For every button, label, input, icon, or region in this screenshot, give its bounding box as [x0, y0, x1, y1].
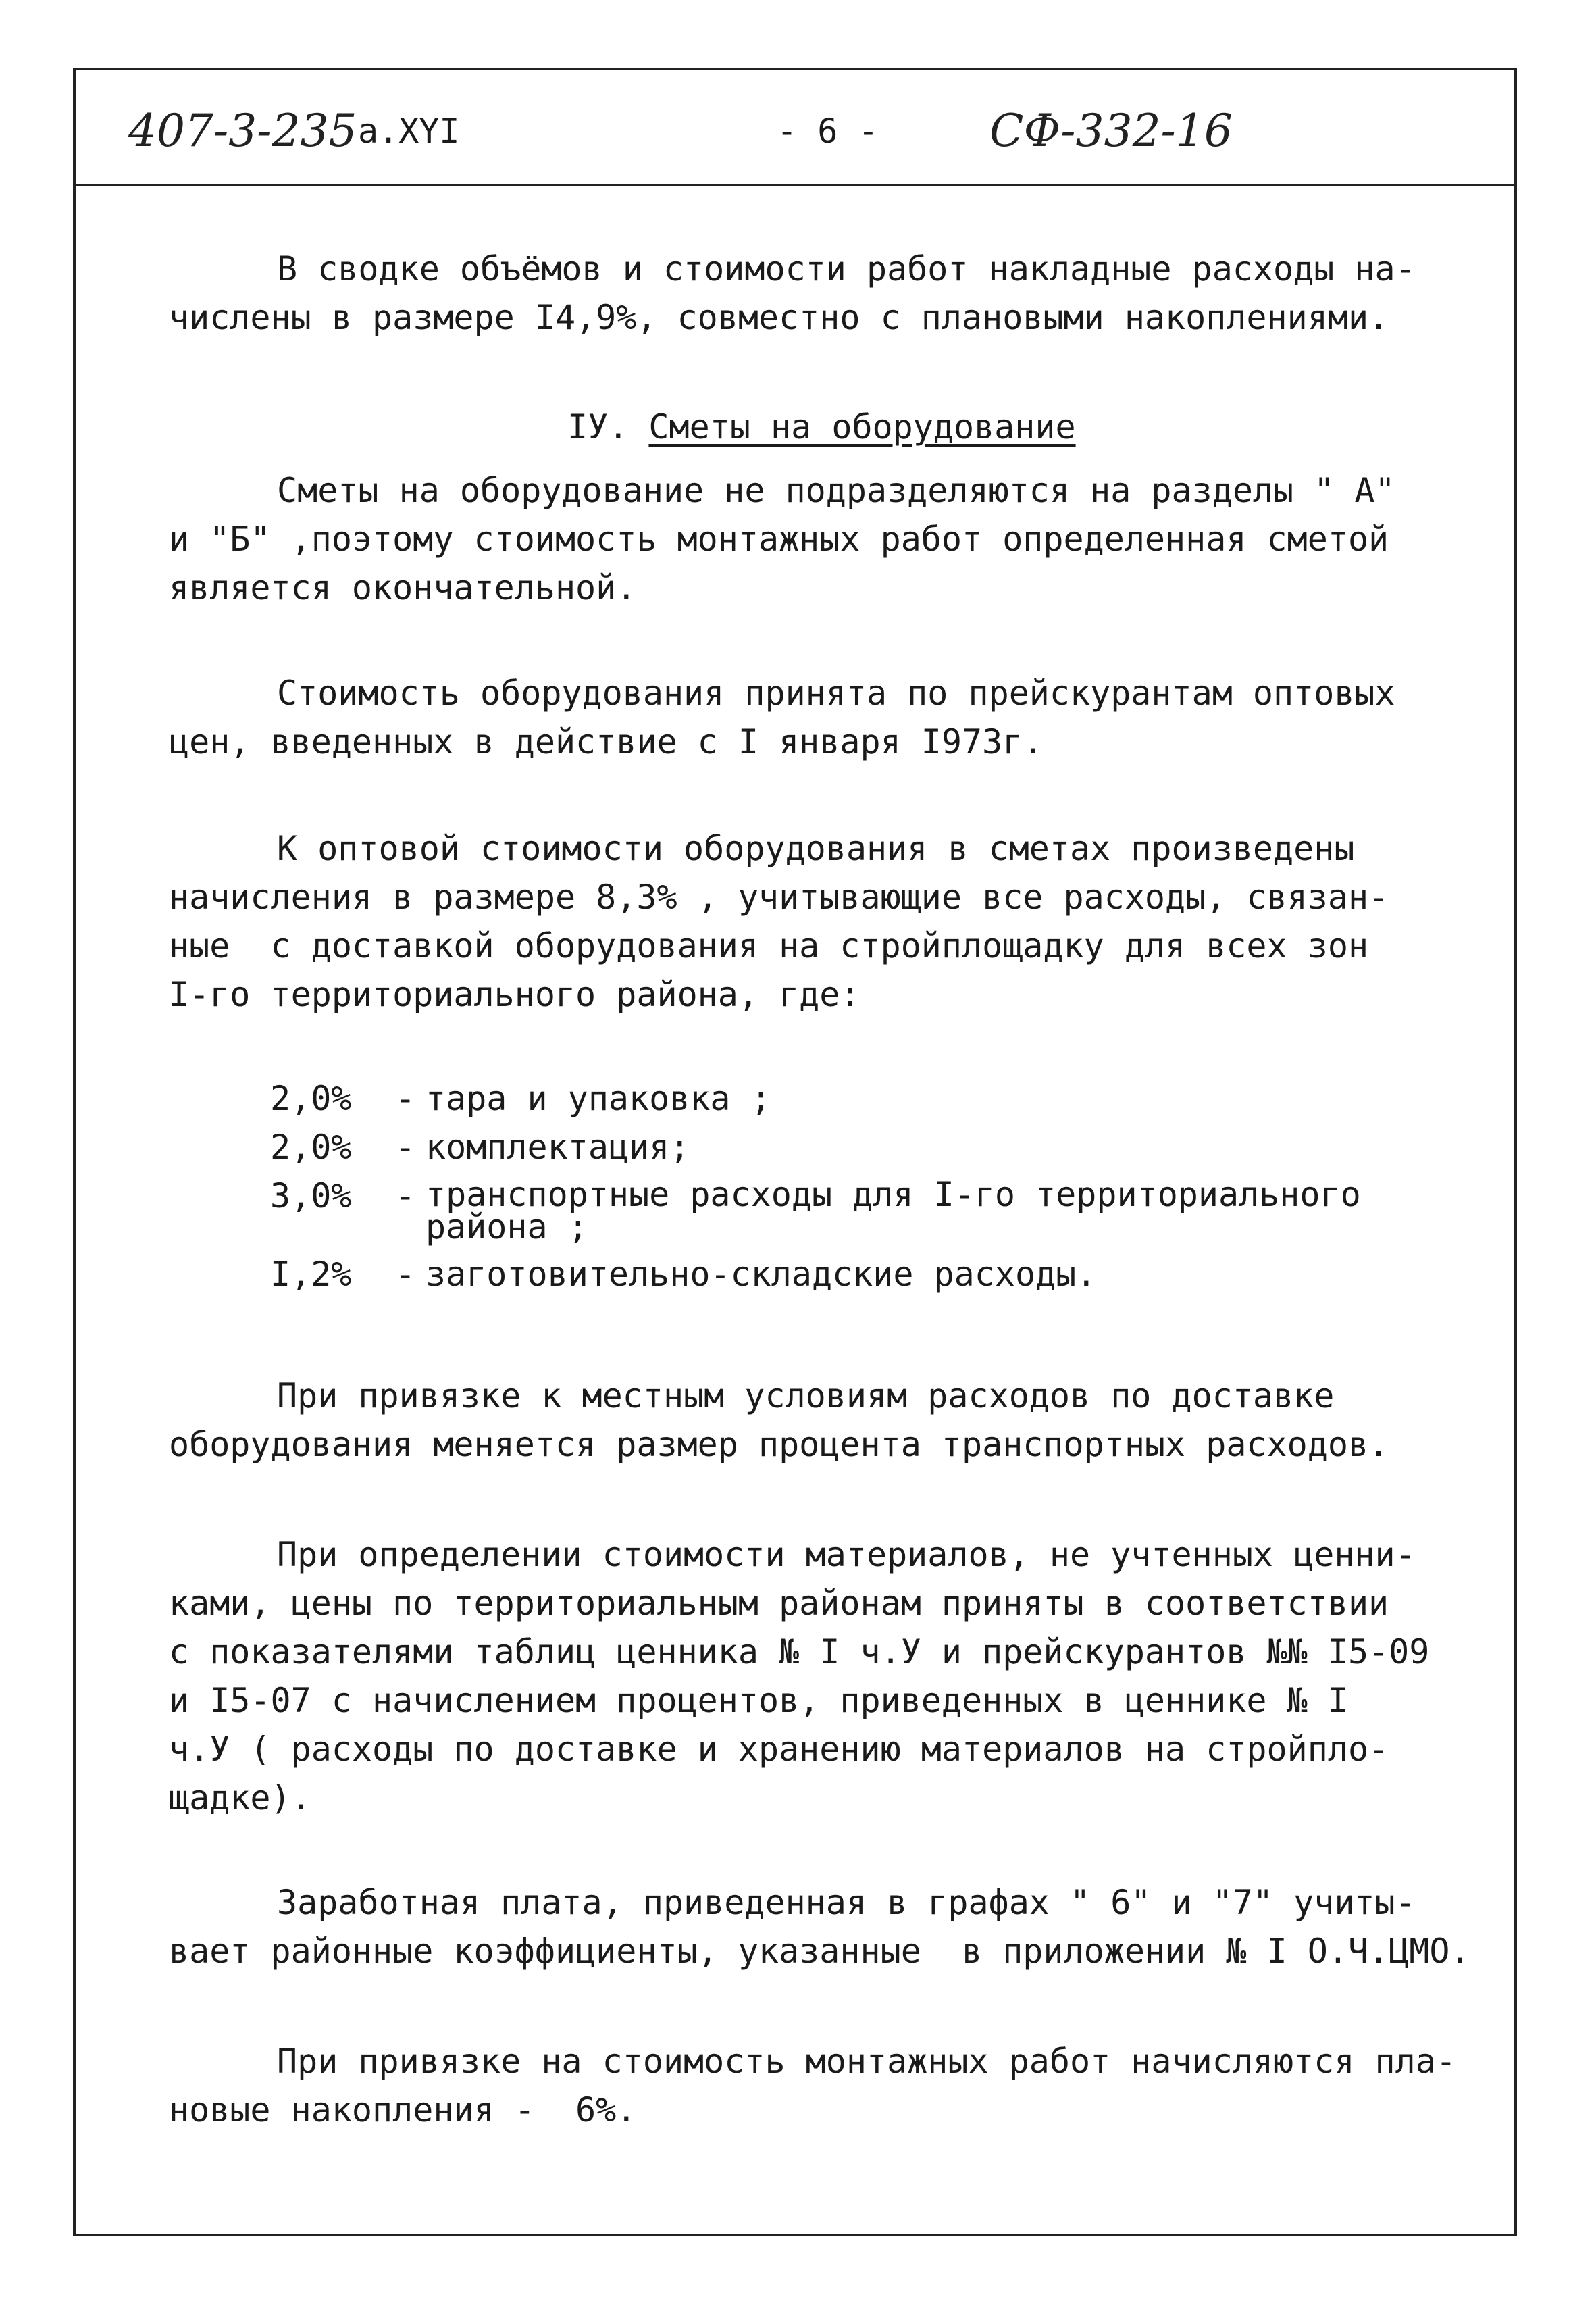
list-item-percent: 3,0% — [270, 1176, 352, 1215]
doc-code: 407-3-235 — [128, 105, 357, 157]
list-item-text: комплектация; — [426, 1128, 690, 1167]
section-heading — [567, 403, 1076, 451]
list-item-text: тара и упаковка ; — [426, 1079, 771, 1118]
paragraph-materials: При определении стоимости материалов, не учтенных ценни- ками, цены по территориальным районам приняты в соответствии с показателями таблиц ценника № I ч.У и прейскурантов №№ I5-09 и I5-07 с начислением процентов, приведенных в ценнике № I ч.У ( расходы по доставке и хранению материалов на стройпло- щадке). — [169, 1535, 1430, 1817]
header-divider — [73, 184, 1517, 186]
paragraph-transport: При привязке к местным условиям расходов по доставке оборудования меняется размер процента транспортных расходов. — [169, 1376, 1389, 1464]
paragraph-overheads: В сводке объёмов и стоимости работ накладные расходы на- числены в размере I4,9%, совместно с плановыми накоплениями. — [169, 249, 1416, 337]
paragraph-planned-savings: При привязке на стоимость монтажных работ начисляются пла- новые накопления - 6%. — [169, 2042, 1456, 2130]
list-item-percent: 2,0% — [270, 1079, 352, 1118]
album-part: а.XYI — [358, 111, 460, 151]
list-item-text: транспортные расходы для I-го территориального района ; — [426, 1175, 1361, 1247]
page-number: - 6 - — [777, 111, 879, 151]
section-number: IУ. — [567, 407, 629, 447]
list-item — [270, 1172, 1499, 1250]
paragraph-equipment-cost: Стоимость оборудования принята по прейскурантам оптовых цен, введенных в действие с I января I973г. — [169, 674, 1395, 761]
list-item-dash: - — [394, 1255, 416, 1294]
list-item-dash: - — [394, 1079, 416, 1118]
list-item — [270, 1250, 1499, 1299]
list-item-dash: - — [394, 1176, 416, 1215]
accruals-list — [270, 1074, 1499, 1299]
sheet-code: СФ-332-16 — [989, 105, 1233, 157]
list-item — [270, 1074, 1499, 1123]
paragraph-accruals: К оптовой стоимости оборудования в сметах произведены начисления в размере 8,3% , учитывающие все расходы, связан- ные с доставкой оборудования на стройплощадку для всех зон I-го территориального района, где: — [169, 829, 1389, 1014]
paragraph-wages: Заработная плата, приведенная в графах " 6" и "7" учиты- вает районные коэффициенты, указанные в приложении № I О.Ч.ЦМО. — [169, 1883, 1470, 1971]
list-item-text: заготовительно-складские расходы. — [426, 1255, 1097, 1294]
list-item-percent: I,2% — [270, 1255, 352, 1294]
list-item-dash: - — [394, 1128, 416, 1167]
section-title: Сметы на оборудование — [648, 407, 1076, 447]
list-item — [270, 1123, 1499, 1172]
paragraph-estimates: Сметы на оборудование не подразделяются на разделы " А" и "Б" ,поэтому стоимость монтажных работ определенная сметой является окончательной. — [169, 471, 1395, 607]
list-item-percent: 2,0% — [270, 1128, 352, 1167]
